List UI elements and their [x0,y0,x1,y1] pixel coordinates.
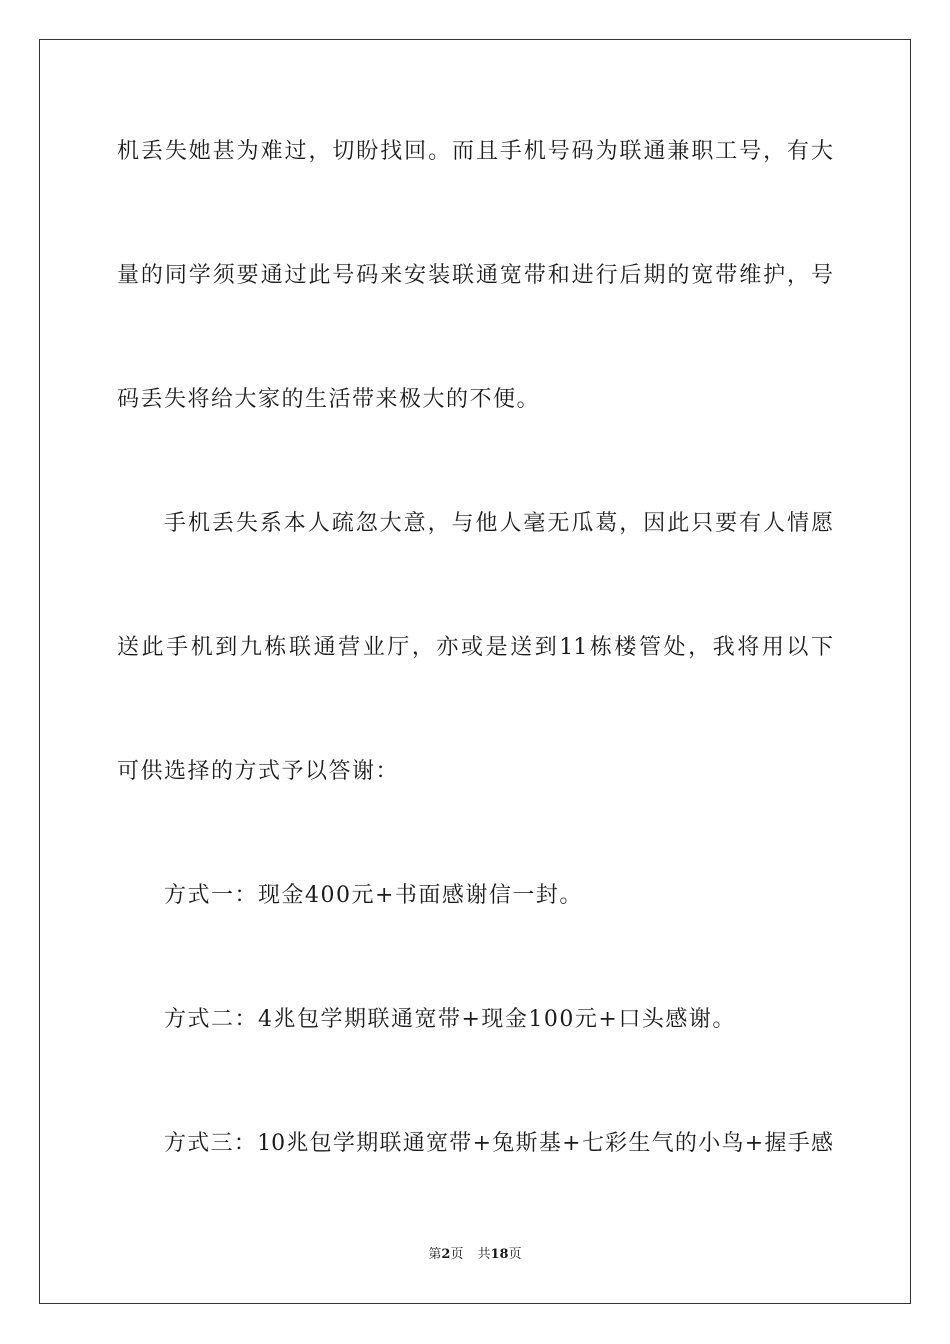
footer-total-suffix: 页 [508,1247,522,1262]
footer-page-suffix: 页 [450,1247,464,1262]
footer-page-current: 2 [441,1247,451,1262]
body-line-5: 送此手机到九栋联通营业厅，亦或是送到11栋楼管处，我将用以下 [117,635,833,660]
footer-total-prefix: 共 [477,1247,491,1262]
body-line-8: 方式二：4兆包学期联通宽带+现金100元+口头感谢。 [164,1007,736,1032]
body-line-6: 可供选择的方式予以答谢： [117,759,400,784]
footer-page-total: 18 [490,1247,509,1262]
body-line-3: 码丢失将给大家的生活带来极大的不便。 [117,387,541,412]
body-line-7: 方式一：现金400元+书面感谢信一封。 [164,883,583,908]
body-line-1: 机丢失她甚为难过，切盼找回。而且手机号码为联通兼职工号，有大 [117,139,833,164]
page-footer [0,1246,950,1264]
body-line-9: 方式三：10兆包学期联通宽带+兔斯基+七彩生气的小鸟+握手感 [164,1131,833,1156]
footer-page-prefix: 第 [428,1247,442,1262]
body-line-4: 手机丢失系本人疏忽大意，与他人毫无瓜葛，因此只要有人情愿 [164,511,833,536]
page-frame [39,39,911,1304]
body-line-2: 量的同学须要通过此号码来安装联通宽带和进行后期的宽带维护，号 [117,263,833,288]
